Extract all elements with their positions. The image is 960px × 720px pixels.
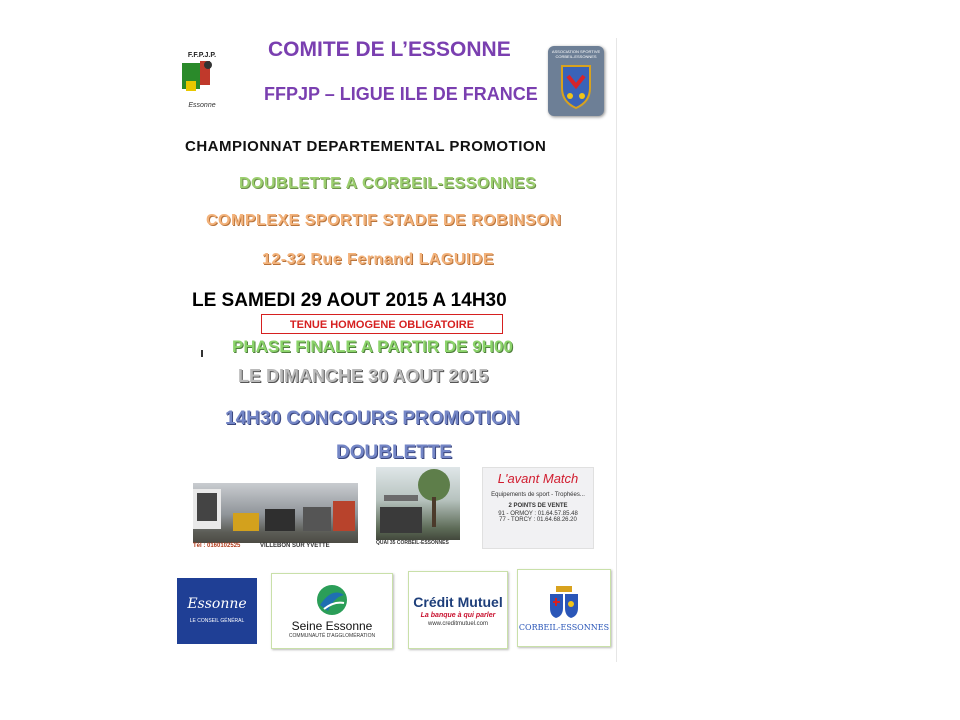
villebon-photo bbox=[193, 483, 358, 553]
quai-35-caption: QUAI 35 CORBEIL-ESSONNES bbox=[376, 540, 460, 549]
ffpjp-logo-text: F.F.P.J.P. bbox=[187, 52, 217, 59]
avant-match-brand: L'avant Match bbox=[497, 471, 579, 486]
ffpjp-logo-sub: Essonne bbox=[188, 102, 216, 109]
doublette-line: DOUBLETTE bbox=[336, 442, 453, 463]
phase-finale-line: PHASE FINALE A PARTIR DE 9H00 bbox=[232, 337, 513, 356]
as-corbeil-badge bbox=[548, 46, 604, 116]
ffpjp-logo bbox=[178, 52, 226, 114]
complexe-line: COMPLEXE SPORTIF STADE DE ROBINSON bbox=[206, 212, 562, 229]
seine-essonne-logo bbox=[271, 573, 393, 649]
machinery-icon bbox=[193, 483, 358, 543]
corbeil-essonnes-name: CORBEIL-ESSONNES bbox=[518, 623, 610, 632]
doublette-lieu-line: DOUBLETTE A CORBEIL-ESSONNES bbox=[239, 175, 537, 192]
quai-35-photo bbox=[376, 467, 460, 549]
avant-line-4: 77 - TORCY : 01.64.68.26.20 bbox=[499, 517, 577, 523]
villebon-tel: Tél : 0160102525 bbox=[193, 543, 241, 549]
villebon-city: VILLEBON SUR YVETTE bbox=[260, 543, 330, 549]
credit-mutuel-tag: La banque à qui parler bbox=[420, 611, 496, 619]
shield-icon bbox=[548, 62, 604, 112]
seine-essonne-emblem-icon bbox=[310, 583, 354, 617]
samedi-line: LE SAMEDI 29 AOUT 2015 A 14H30 bbox=[192, 290, 507, 311]
essonne-name: Essonne bbox=[187, 596, 247, 612]
page-title: COMITE DE L’ESSONNE bbox=[268, 38, 511, 61]
as-corbeil-text: ASSOCIATION SPORTIVE CORBEIL-ESSONNES bbox=[551, 49, 601, 59]
seine-essonne-sub: COMMUNAUTÉ D'AGGLOMÉRATION bbox=[288, 633, 376, 639]
corbeil-coat-of-arms-icon bbox=[544, 584, 584, 620]
credit-mutuel-logo bbox=[408, 571, 508, 649]
avant-line-2: 2 POINTS DE VENTE bbox=[508, 503, 568, 509]
avant-match-ad bbox=[482, 467, 594, 549]
page-subtitle: FFPJP – LIGUE ILE DE FRANCE bbox=[264, 84, 538, 104]
championnat-line: CHAMPIONNAT DEPARTEMENTAL PROMOTION bbox=[185, 138, 547, 155]
corbeil-essonnes-logo bbox=[517, 569, 611, 647]
bullet-mark bbox=[201, 350, 203, 357]
tenue-notice bbox=[261, 314, 503, 334]
terrace-icon bbox=[376, 467, 460, 539]
villebon-caption bbox=[193, 543, 358, 553]
essonne-logo bbox=[177, 578, 257, 644]
essonne-sub: LE CONSEIL GÉNÉRAL bbox=[189, 618, 245, 624]
credit-mutuel-name: Crédit Mutuel bbox=[413, 593, 503, 610]
concours-line: 14H30 CONCOURS PROMOTION bbox=[225, 408, 520, 429]
avant-line-3: 91 - ORMOY : 01.64.57.85.48 bbox=[498, 511, 578, 517]
avant-line-1: Equipements de sport - Trophées... bbox=[491, 492, 585, 498]
seine-essonne-name: Seine Essonne bbox=[291, 619, 373, 633]
dimanche-line: LE DIMANCHE 30 AOUT 2015 bbox=[238, 366, 489, 386]
petanque-player-icon bbox=[178, 59, 226, 97]
tenue-notice-text: TENUE HOMOGENE OBLIGATOIRE bbox=[289, 319, 475, 331]
adresse-line: 12-32 Rue Fernand LAGUIDE bbox=[262, 251, 495, 268]
credit-mutuel-url: www.creditmutuel.com bbox=[427, 620, 489, 627]
